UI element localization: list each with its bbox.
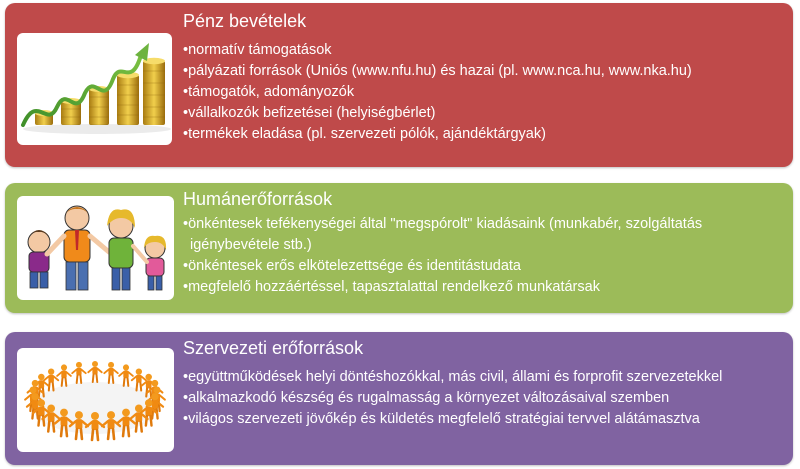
person-figure-icon [119,364,133,385]
person-figure-icon [44,368,58,390]
list-item: • alkalmazkodó készség és rugalmasság a környezet változásaival szemben [183,388,787,409]
list-item: • pályázati források (Uniós (www.nfu.hu) és hazai (pl. www.nca.hu, www.nka.hu) [183,61,787,82]
coins-growth-image [17,33,172,145]
panel-szervezeti-eroforrasok [5,332,793,465]
panel-title: Pénz bevételek [183,11,307,31]
panel-penz-bevetelek [5,3,793,167]
list-item: • normatív támogatások [183,40,787,61]
panel-title: Humánerőforrások [183,189,333,209]
list-item: • világos szervezeti jövőkép és küldetés megfelelő stratégiai tervvel alátámasztva [183,409,787,430]
list-item: • termékek eladása (pl. szervezeti pólók, ajándéktárgyak) [183,124,787,145]
item-list [183,214,787,298]
person-figure-icon [104,362,118,383]
list-item: • önkéntesek tefékenységei által "megspórolt" kiadásaink (munkabér, szolgáltatás igénybevétele stb.) [183,214,787,256]
list-item: • együttműködések helyi döntéshozókkal, más civil, állami és forprofit szervezetekkel [183,367,787,388]
item-list [183,367,787,430]
person-figure-icon [132,368,146,390]
circle-of-people-image [17,348,174,452]
list-item: • megfelelő hozzáértéssel, tapasztalattal rendelkező munkatársak [183,277,787,298]
list-item: • támogatók, adományozók [183,82,787,103]
person-figure-icon [72,362,86,383]
list-item: • önkéntesek erős elkötelezettsége és identitástudata [183,256,787,277]
item-list [183,40,787,145]
panel-humaneroforrasok [5,183,793,313]
person-figure-icon [57,364,71,385]
cartoon-family-image [17,196,174,300]
list-item: • vállalkozók befizetései (helyiségbérlet) [183,103,787,124]
panel-title: Szervezeti erőforrások [183,338,364,358]
person-figure-icon [88,361,102,382]
